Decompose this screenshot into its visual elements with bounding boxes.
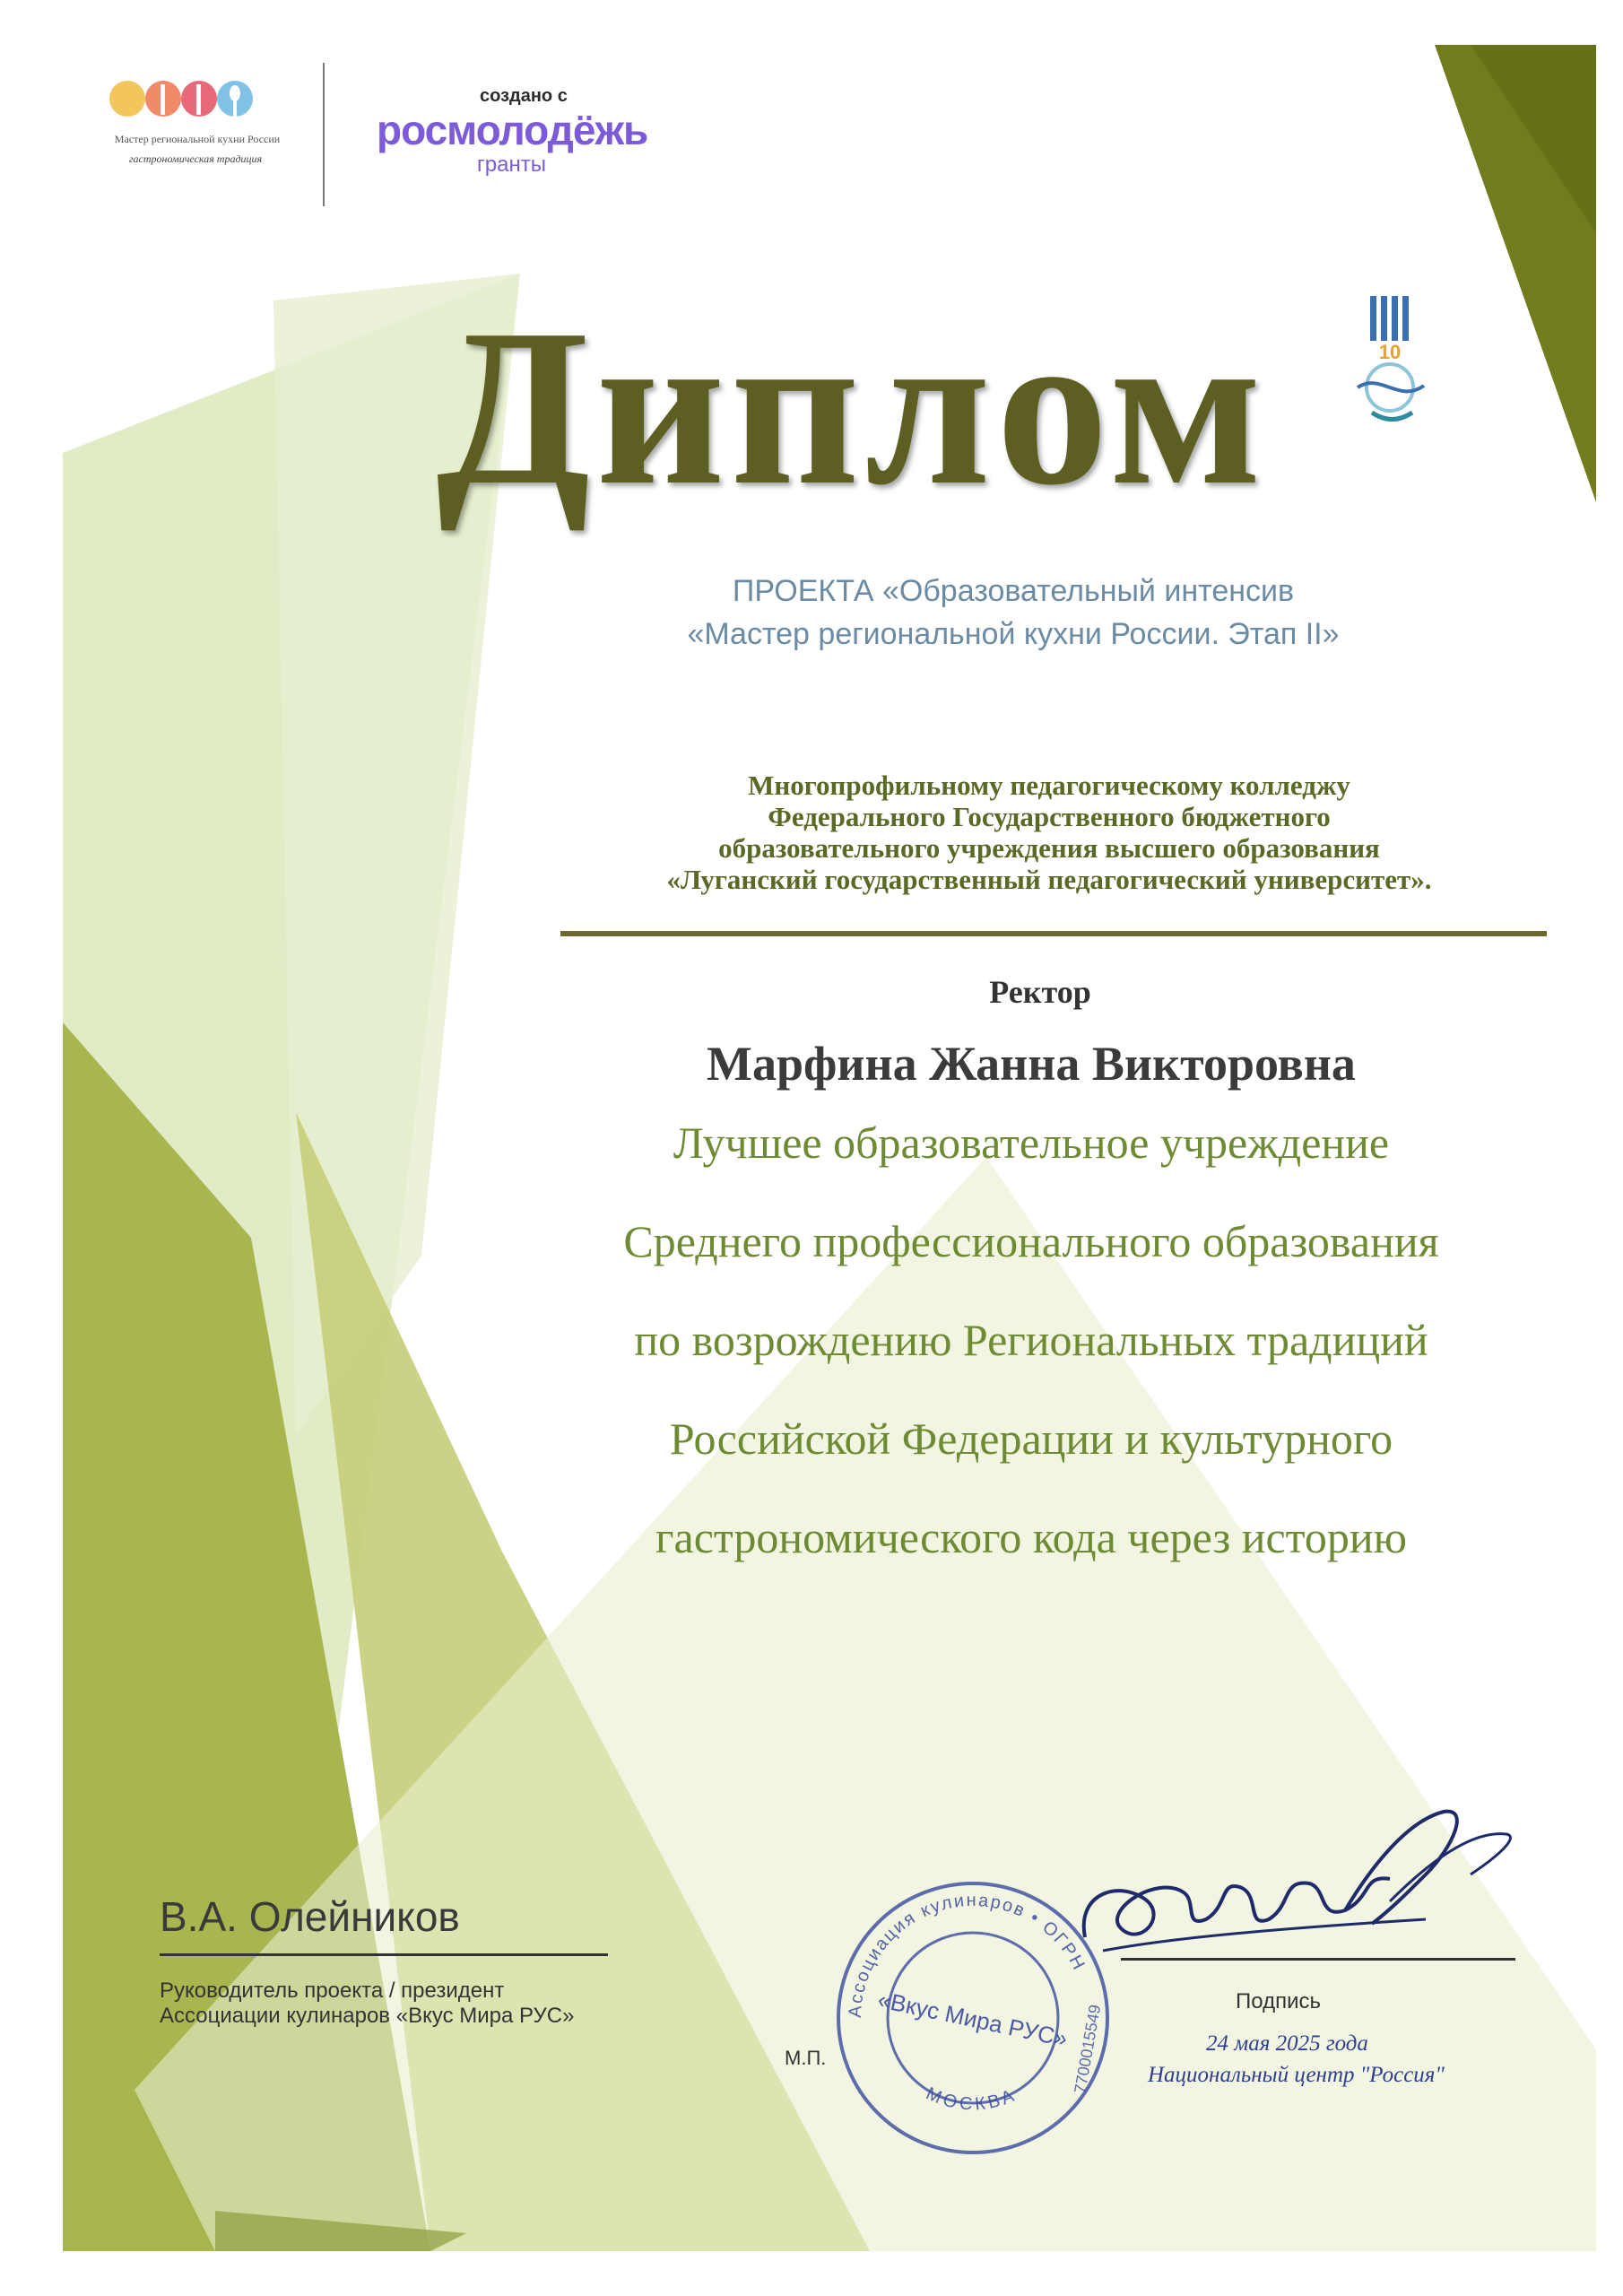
partner-created-text: создано с [480, 86, 568, 106]
achievement-line-1: Лучшее образовательное учреждение [673, 1118, 1390, 1168]
separator-line [560, 931, 1547, 936]
achievement-line-2: Среднего профессионального образования [623, 1216, 1439, 1266]
recipient-line-3: образовательного учреждения высшего образования [718, 832, 1380, 864]
partner-logo-grants: гранты [477, 152, 546, 177]
stamp-top-text: Ассоциация кулинаров • ОГРН [845, 1890, 1089, 2019]
stamp-place-label: М.П. [785, 2047, 827, 2069]
project-line-2: «Мастер региональной кухни России. Этап II» [687, 617, 1340, 651]
project-logo-caption: Мастер региональной кухни России [114, 133, 281, 145]
recipient-role: Ректор [989, 974, 1091, 1010]
leader-name: В.А. Олейников [160, 1893, 460, 1940]
achievement-line-3: по возрождению Региональных традиций [634, 1315, 1428, 1365]
project-logo-signature: гастрономическая традиция [128, 152, 263, 165]
achievement-line-4: Российской Федерации и культурного [669, 1413, 1393, 1464]
project-logo [99, 63, 296, 197]
signature-caption: Подпись [1236, 1989, 1321, 2013]
logo-divider [323, 63, 325, 206]
svg-text:10: 10 [1378, 341, 1402, 363]
svg-text:МОСКВА [923, 2083, 1020, 2114]
leader-title-2: Ассоциации кулинаров «Вкус Мира РУС» [160, 2004, 575, 2028]
stamp-number: 7700015549 [1071, 2003, 1105, 2095]
recipient-line-1: Многопрофильному педагогическому колледжу [748, 770, 1350, 801]
achievement-line-5: гастрономического кода через историю [655, 1512, 1407, 1562]
handwritten-signature [1049, 1794, 1533, 2000]
partner-logo-name: росмолодёжь [377, 107, 648, 153]
issue-date: 24 мая 2025 года [1206, 2031, 1368, 2056]
issue-venue: Национальный центр "Россия" [1148, 2063, 1445, 2087]
project-line-1: ПРОЕКТА «Образовательный интенсив [732, 574, 1295, 608]
recipient-person: Марфина Жанна Викторовна [707, 1037, 1356, 1091]
cutlery-logo-icon [108, 72, 260, 126]
leader-underline [160, 1953, 608, 1956]
recipient-line-4: «Луганский государственный педагогический университет». [666, 864, 1432, 895]
recipient-line-2: Федерального Государственного бюджетного [768, 801, 1331, 832]
leader-title-1: Руководитель проекта / президент [160, 1979, 505, 2003]
stamp-center-text: «Вкус Мира РУС» [875, 1985, 1071, 2053]
stamp-bottom-text: МОСКВА [923, 2083, 1020, 2115]
diploma-title: Диплом [436, 283, 1268, 532]
